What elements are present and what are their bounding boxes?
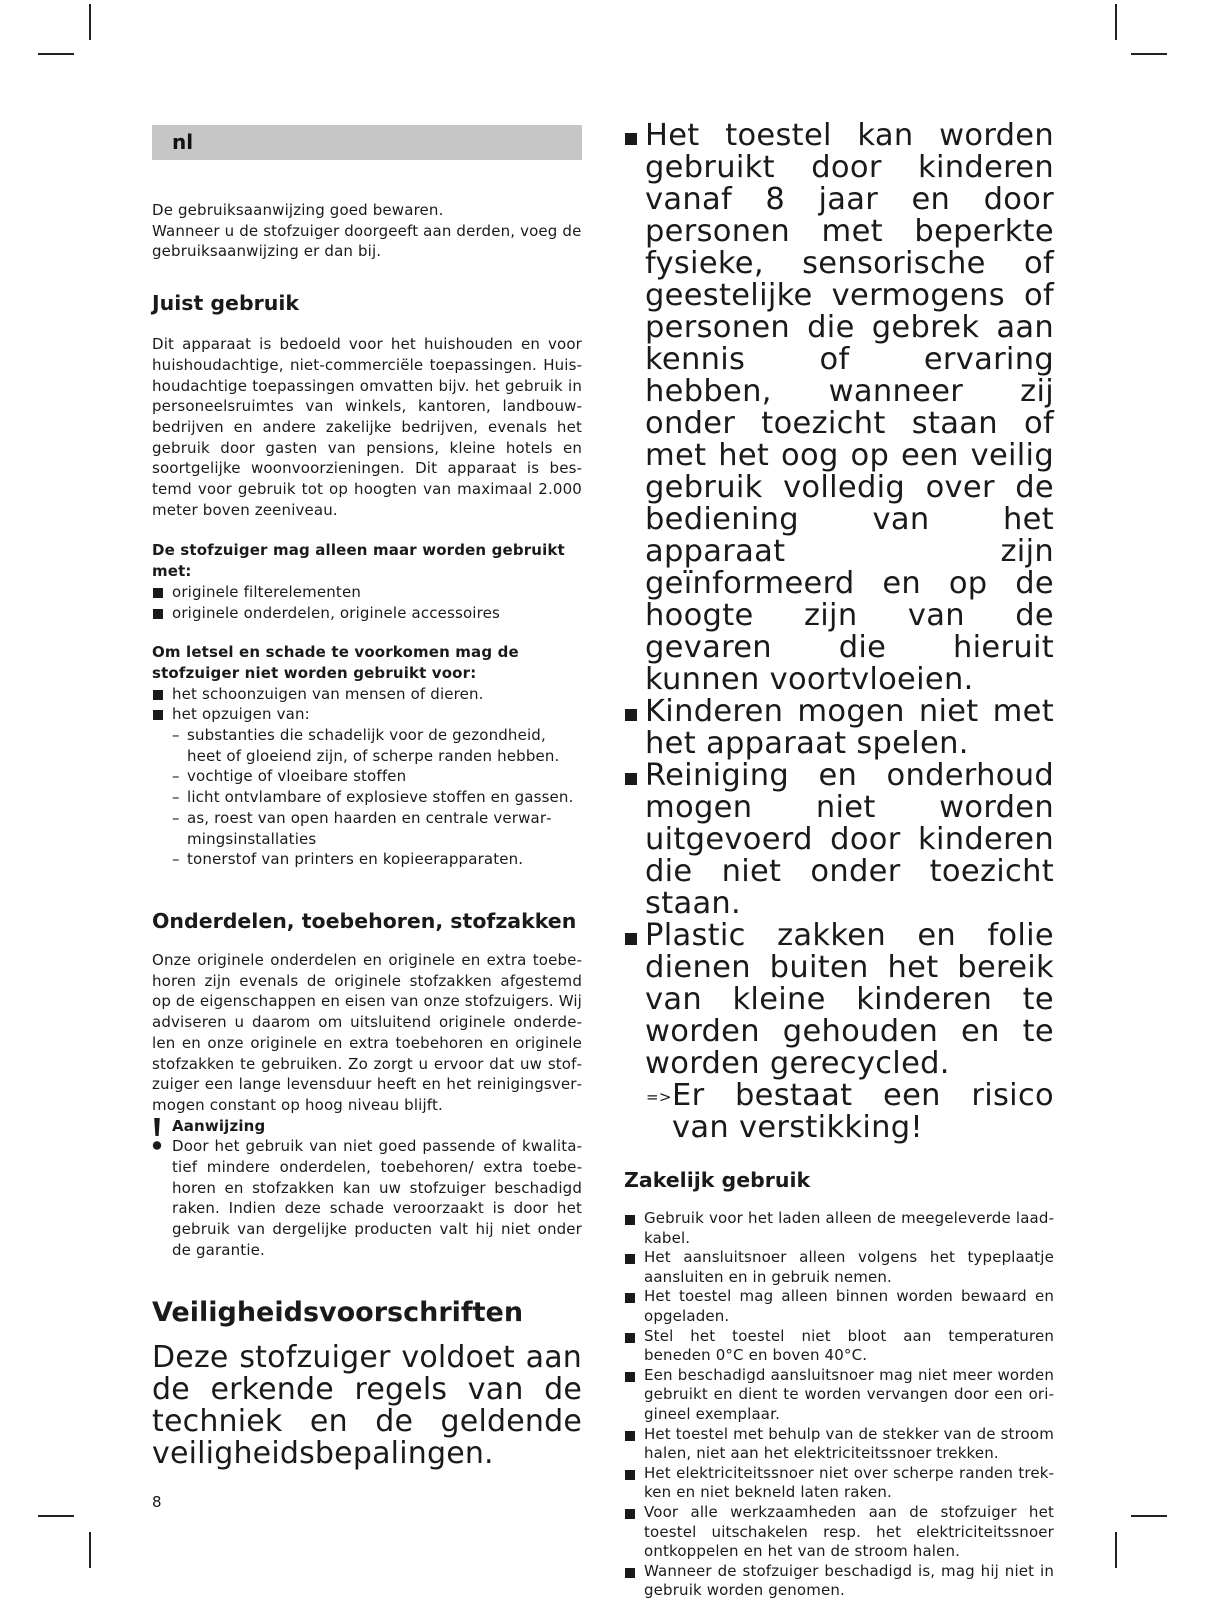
list-item: het schoonzuigen van mensen of dieren. (152, 684, 582, 705)
list-item: Een beschadigd aansluitsnoer mag niet meer worden gebruikt en dient te worden vervangen door een origineel exemplaar. (624, 1366, 1054, 1425)
section-heading-zakelijk: Zakelijk gebruik (624, 1168, 811, 1192)
arrow-symbol: => (646, 1088, 672, 1106)
safety-list (624, 120, 1054, 1080)
list-item: Gebruik voor het laden alleen de meegeleverde laadkabel. (624, 1209, 1054, 1248)
left-column (152, 125, 582, 1511)
sub-list-item: – licht ontvlambare of explosieve stoffen en gassen. (172, 787, 582, 808)
suffocation-text: Er bestaat een risico van verstikking! (672, 1078, 1054, 1145)
note-text: Door het gebruik van niet goed passende of kwalitatief mindere onderdelen, toebehoren/ extra toebehoren en stofzakken kan uw stofzuiger beschadigd raken. Indien deze schade veroorzaakt is door het gebruik van dergelijke producten valt hij niet onder de garantie. (172, 1137, 582, 1259)
safety-intro: Deze stofzuiger voldoet aan de erkende regels van de techniek en de geldende veiligheidsbepalingen. (152, 1339, 582, 1472)
crop-mark (89, 1532, 91, 1568)
crop-mark (89, 4, 91, 40)
crop-mark (1115, 4, 1117, 40)
zakelijk-list (624, 1209, 1054, 1601)
list-item: Wanneer de stofzuiger beschadigd is, mag hij niet in gebruik worden genomen. (624, 1562, 1054, 1601)
sub-list-item: – as, roest van open haarden en centrale verwarmingsinstallaties (172, 808, 582, 849)
note-block (152, 1116, 582, 1261)
onderdelen-paragraph: Onze originele onderdelen en originele en extra toebehoren zijn evenals de originele stofzakken afgestemd op de eigenschappen en eisen van onze stofzuigers. Wij adviseren u daarom om uitsluitend originele onderdelen en onze originele en extra toebehoren en originele stofzakken te gebruiken. Zo zorgt u ervoor dat uw stofzuiger een lange levensduur heeft en het reinigingsvermogen constant op hoog niveau blijft. (152, 950, 582, 1114)
only-use-list (152, 582, 582, 623)
not-use-sublist (152, 725, 582, 870)
crop-mark (1131, 1515, 1167, 1517)
crop-mark (1131, 53, 1167, 55)
section-heading-juist-gebruik: Juist gebruik (152, 291, 300, 316)
safety-item: Het toestel kan worden gebruikt door kinderen vanaf 8 jaar en door personen met beperkte fysieke, sensorische of geestelijke vermogens of personen die gebrek aan kennis of ervaring hebben, wanneer zij onder toezicht staan of met het oog op een veilig gebruik volledig over de bediening van het apparaat zijn geïnformeerd en op de hoogte zijn van de gevaren die hieruit kunnen voortvloeien. (624, 120, 1054, 696)
safety-item: Kinderen mogen niet met het apparaat spelen. (624, 696, 1054, 760)
crop-mark (38, 53, 74, 55)
list-item: Voor alle werkzaamheden aan de stofzuiger het toestel uitschakelen resp. het elektriciteitssnoer ontkoppelen en het van de stroom halen. (624, 1503, 1054, 1562)
page-number: 8 (152, 1492, 162, 1511)
list-item: Het elektriciteitssnoer niet over scherpe randen trekken en niet bekneld laten raken. (624, 1464, 1054, 1503)
list-item: Het toestel mag alleen binnen worden bewaard en opgeladen. (624, 1287, 1054, 1326)
list-item: Stel het toestel niet bloot aan temperaturen beneden 0°C en boven 40°C. (624, 1327, 1054, 1366)
not-use-label: Om letsel en schade te voorkomen mag de stofzuiger niet worden gebruikt voor: (152, 643, 519, 682)
list-item: originele onderdelen, originele accessoires (152, 603, 582, 624)
intro-line: De gebruiksaanwijzing goed bewaren. (152, 201, 444, 219)
intro-text (152, 200, 582, 262)
right-column (624, 120, 1054, 1601)
crop-mark (38, 1515, 74, 1517)
juist-gebruik-paragraph: Dit apparaat is bedoeld voor het huishouden en voor huishoudachtige, niet-commerciële toepassingen. Huishoudachtige toepassingen omvatten bijv. het gebruik in personeelsruimtes van winkels, kantoren, landbouwbedrijven en andere zakelijke bedrijven, evenals het gebruik door gasten van pensions, kleine hotels en soortgelijke woonvoorzieningen. Dit apparaat is bestemd voor gebruik tot op hoogten van maximaal 2.000 meter boven zeeniveau. (152, 335, 582, 519)
list-item: originele filterelementen (152, 582, 582, 603)
only-use-label: De stofzuiger mag alleen maar worden gebruikt met: (152, 541, 565, 581)
note-title: Aanwijzing (172, 1116, 266, 1135)
safety-item: Plastic zakken en folie dienen buiten het bereik van kleine kinderen te worden gehouden en te worden gerecycled. (624, 920, 1054, 1080)
language-tab: nl (152, 125, 582, 160)
intro-line: Wanneer u de stofzuiger doorgeeft aan derden, voeg de gebruiksaanwijzing er dan bij. (152, 221, 582, 261)
sub-list-item: – vochtige of vloeibare stoffen (172, 766, 582, 787)
list-item: Het toestel met behulp van de stekker van de stroom halen, niet aan het elektriciteitssnoer trekken. (624, 1425, 1054, 1464)
not-use-list (152, 684, 582, 725)
sub-list-item: – substanties die schadelijk voor de gezondheid, heet of gloeiend zijn, of scherpe randen hebben. (172, 725, 582, 766)
list-item: het opzuigen van: (152, 704, 582, 725)
list-item: Het aansluitsnoer alleen volgens het typeplaatje aansluiten en in gebruik nemen. (624, 1248, 1054, 1287)
section-heading-onderdelen: Onderdelen, toebehoren, stofzakken (152, 908, 577, 933)
section-heading-veiligheid: Veiligheidsvoorschriften (152, 1296, 524, 1328)
warning-icon (152, 1116, 162, 1156)
crop-mark (1115, 1532, 1117, 1568)
sub-list-item: – tonerstof van printers en kopieerapparaten. (172, 849, 582, 870)
suffocation-warning (624, 1080, 1054, 1144)
safety-item: Reiniging en onderhoud mogen niet worden uitgevoerd door kinderen die niet onder toezicht staan. (624, 760, 1054, 920)
